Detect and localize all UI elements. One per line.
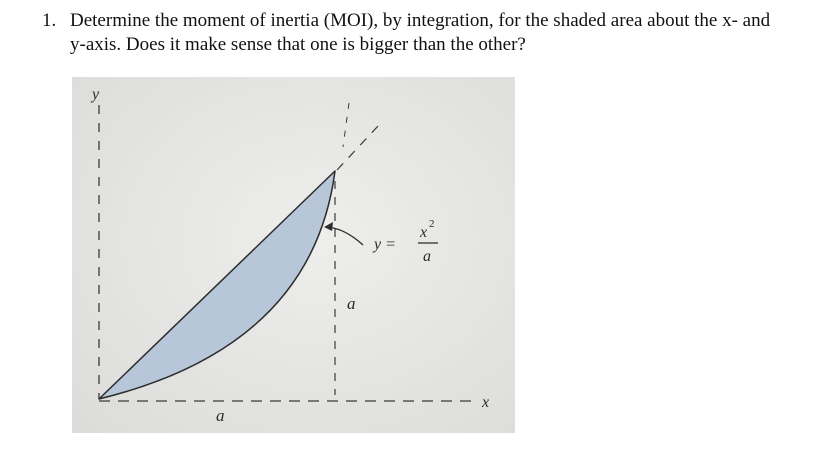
bottom-dimension-label: a <box>216 406 225 425</box>
equation-lhs: y = <box>374 236 396 253</box>
question-line-2: y-axis. Does it make sense that one is bigger than the other? <box>70 34 526 55</box>
equation-exponent: 2 <box>429 218 435 230</box>
figure <box>72 77 515 433</box>
vertical-dimension-label: a <box>347 294 356 313</box>
equation-numerator: x <box>420 224 428 241</box>
y-axis-label: y <box>92 86 100 103</box>
x-axis-label: x <box>482 394 490 411</box>
question-number: 1. <box>42 10 57 31</box>
equation-denominator: a <box>423 248 431 265</box>
question-line-1: Determine the moment of inertia (MOI), by integration, for the shaded area about the x- and <box>70 10 771 31</box>
